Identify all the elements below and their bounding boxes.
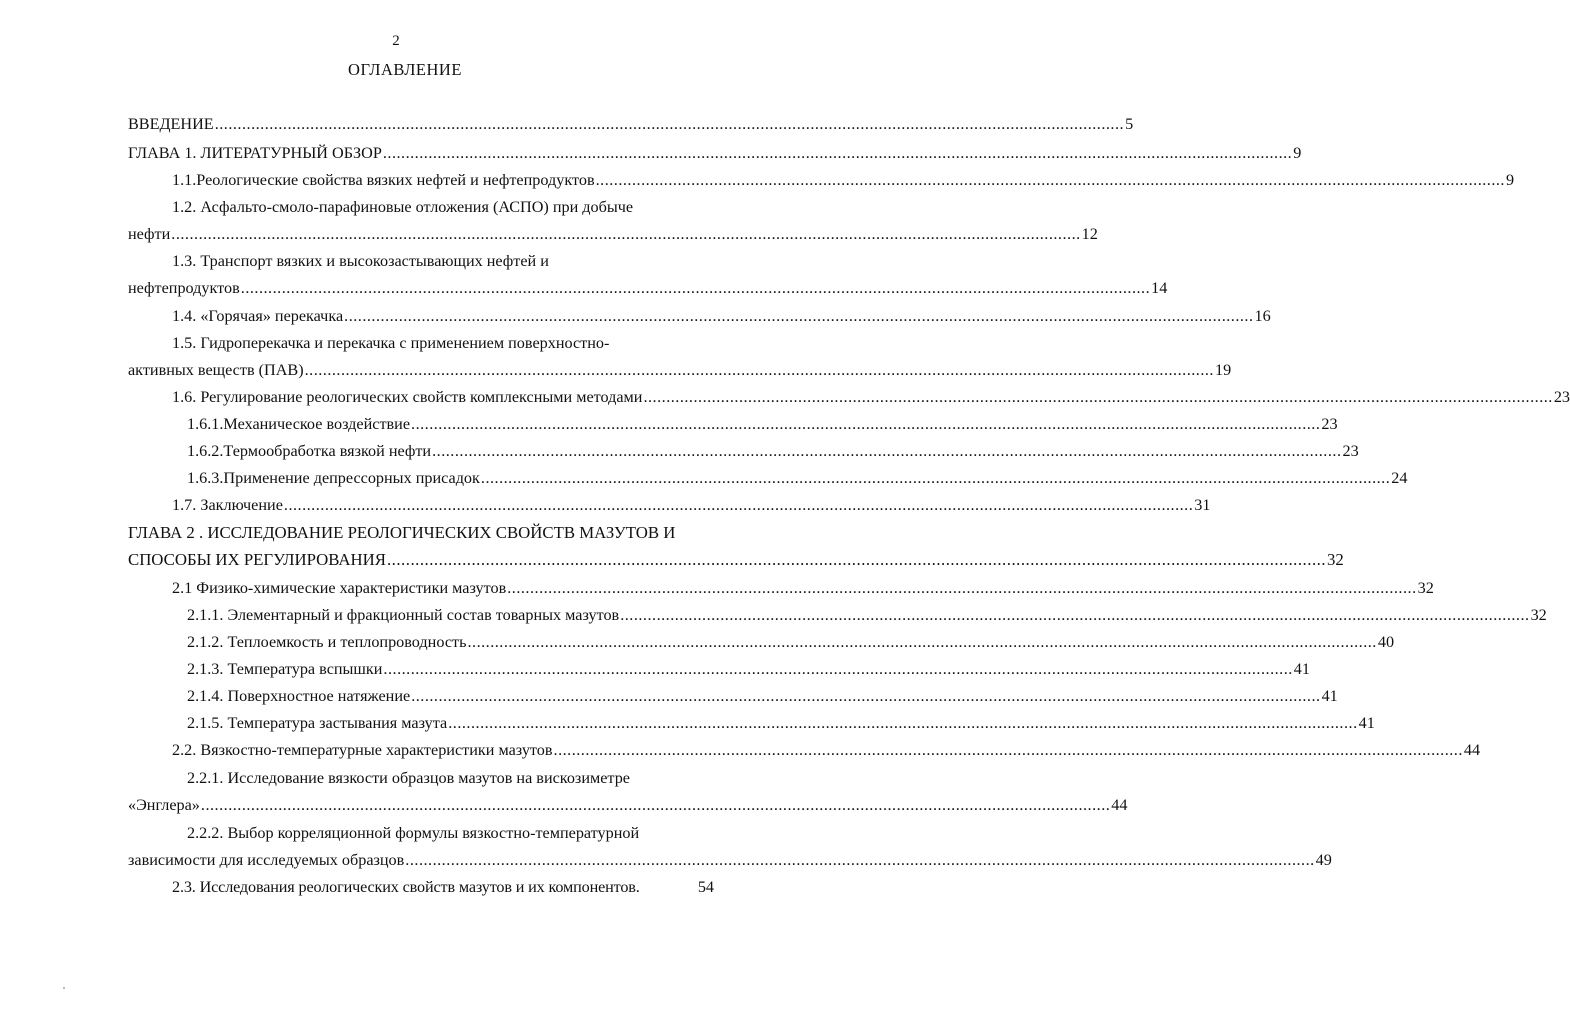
toc-entry-text: ГЛАВА 1. ЛИТЕРАТУРНЫЙ ОБЗОР	[128, 144, 382, 162]
toc-entry-text: 1.6. Регулирование реологических свойств комплексными методами	[172, 388, 643, 406]
toc-page-number: 31	[1194, 496, 1211, 514]
toc-entry-1-5[interactable]	[128, 360, 1232, 380]
toc-page-number: 23	[1321, 415, 1338, 433]
toc-leader-dots: ........................................................................................................................................................................................................	[344, 307, 1254, 325]
toc-entry-text: ВВЕДЕНИЕ	[128, 115, 214, 133]
page-number: 2	[392, 33, 400, 49]
toc-entry-text: 2.1.3. Температура вспышки	[187, 660, 383, 678]
toc-page-number: 54	[697, 878, 714, 896]
toc-entry-2-3[interactable]	[172, 877, 714, 897]
toc-leader-dots: ........................................................................................................................................................................................................	[383, 660, 1293, 678]
toc-page-number: 24	[1391, 469, 1408, 487]
toc-page-number: 23	[1342, 442, 1359, 460]
toc-leader-dots: ........................................................................................................................................................................................................	[240, 279, 1151, 297]
toc-entry-1-6[interactable]	[172, 387, 1570, 407]
toc-page-number: 40	[1377, 633, 1395, 651]
toc-page-number: 32	[1327, 550, 1344, 569]
toc-leader-dots: ........................................................................................................................................................................................................	[411, 415, 1321, 433]
toc-leader-dots: ........................................................................................................................................................................................................	[386, 550, 1327, 569]
toc-entry-text: 2.1.1. Элементарный и фракционный состав товарных мазутов	[187, 606, 620, 624]
toc-entry-text: 2.1.2. Теплоемкость и теплопроводность	[187, 633, 467, 651]
toc-entry-text: СПОСОБЫ ИХ РЕГУЛИРОВАНИЯ	[128, 550, 386, 569]
toc-page-number: 23	[1553, 388, 1570, 406]
toc-leader-dots: ........................................................................................................................................................................................................	[214, 115, 1125, 133]
toc-entry-2-2-2-line1: 2.2.2. Выбор корреляционной формулы вязкостно-температурной	[187, 824, 640, 842]
toc-entry-1-7[interactable]	[172, 495, 1211, 515]
toc-entry-1-2-line1: 1.2. Асфальто-смоло-парафиновые отложения (АСПО) при добыче	[172, 198, 634, 216]
toc-entry-2-1-3[interactable]	[187, 659, 1310, 679]
toc-entry-text: 1.6.3.Применение депрессорных присадок	[187, 469, 480, 487]
toc-entry-2-1-4[interactable]	[187, 686, 1338, 706]
toc-page-number: 5	[1125, 115, 1134, 133]
toc-entry-1-4[interactable]	[172, 306, 1271, 326]
toc-leader-dots: ........................................................................................................................................................................................................	[432, 442, 1342, 460]
toc-entry-1-6-2[interactable]	[187, 441, 1359, 461]
toc-page-number: 41	[1321, 687, 1338, 705]
toc-entry-text: «Энглера»	[128, 796, 200, 814]
toc-entry-1-3-line1: 1.3. Транспорт вязких и высокозастывающих нефтей и	[172, 252, 549, 270]
toc-entry-text: зависимости для исследуемых образцов	[128, 851, 405, 869]
toc-leader-dots: ........................................................................................................................................................................................................	[553, 741, 1463, 759]
toc-entry-2-1-1[interactable]	[187, 605, 1547, 625]
toc-entry-introduction[interactable]	[128, 114, 1134, 134]
toc-leader-dots: ........................................................................................................................................................................................................	[382, 144, 1293, 162]
scan-speck	[63, 987, 65, 989]
toc-page-number: 32	[1530, 606, 1547, 624]
toc-page-number: 9	[1505, 171, 1515, 189]
toc-entry-1-6-1[interactable]	[187, 414, 1338, 434]
toc-entry-2-1[interactable]	[172, 578, 1434, 598]
toc-entry-chapter-2[interactable]	[128, 550, 1344, 570]
toc-leader-dots: ........................................................................................................................................................................................................	[283, 496, 1194, 514]
toc-page-number: 41	[1358, 714, 1375, 732]
toc-entry-1-6-3[interactable]	[187, 468, 1408, 488]
toc-entry-2-2[interactable]	[172, 740, 1481, 760]
toc-entry-2-2-2[interactable]	[128, 850, 1332, 870]
toc-entry-text: 1.4. «Горячая» перекачка	[172, 307, 344, 325]
toc-entry-text: 2.1.4. Поверхностное натяжение	[187, 687, 411, 705]
toc-entry-text: 2.2. Вязкостно-температурные характеристики мазутов	[172, 741, 553, 759]
toc-page-number: 19	[1214, 361, 1232, 379]
toc-leader-dots: ........................................................................................................................................................................................................	[467, 633, 1377, 651]
toc-page-number: 32	[1417, 579, 1434, 597]
toc-leader-dots: ........................................................................................................................................................................................................	[200, 796, 1111, 814]
toc-leader-dots: ........................................................................................................................................................................................................	[480, 469, 1391, 487]
toc-page-number: 44	[1463, 741, 1481, 759]
toc-entry-2-1-5[interactable]	[187, 713, 1375, 733]
toc-page-number: 12	[1081, 225, 1098, 243]
toc-leader-dots: ........................................................................................................................................................................................................	[405, 851, 1315, 869]
toc-page-number: 14	[1151, 279, 1168, 297]
toc-entry-text: 1.6.1.Механическое воздействие	[187, 415, 411, 433]
toc-leader-dots: ........................................................................................................................................................................................................	[171, 225, 1081, 243]
toc-entry-1-5-line1: 1.5. Гидроперекачка и перекачка с применением поверхностно-	[172, 334, 610, 352]
toc-leader-dots: ........................................................................................................................................................................................................	[507, 579, 1417, 597]
toc-leader-dots: ........................................................................................................................................................................................................	[411, 687, 1321, 705]
toc-entry-text: активных веществ (ПАВ)	[128, 361, 304, 379]
toc-entry-text: 1.6.2.Термообработка вязкой нефти	[187, 442, 432, 460]
toc-entry-text: 1.1.Реологические свойства вязких нефтей и нефтепродуктов	[172, 171, 595, 189]
toc-leader-dots: ........................................................................................................................................................................................................	[643, 388, 1553, 406]
toc-entry-2-2-1[interactable]	[128, 795, 1128, 815]
toc-entry-2-2-1-line1: 2.2.1. Исследование вязкости образцов мазутов на вискозиметре	[187, 769, 630, 787]
toc-entry-chapter-1[interactable]	[128, 143, 1302, 163]
toc-page-number: 44	[1111, 796, 1128, 814]
toc-leader-dots: ........................................................................................................................................................................................................	[620, 606, 1530, 624]
toc-entry-chapter-2-line1: ГЛАВА 2 . ИССЛЕДОВАНИЕ РЕОЛОГИЧЕСКИХ СВОЙСТВ МАЗУТОВ И	[128, 523, 676, 542]
toc-entry-text: нефти	[128, 225, 171, 243]
toc-entry-text: 2.1 Физико-химические характеристики мазутов	[172, 579, 507, 597]
toc-leader-dots: ........................................................................................................................................................................................................	[448, 714, 1358, 732]
toc-entry-2-1-2[interactable]	[187, 632, 1395, 652]
toc-entry-1-1[interactable]	[172, 170, 1515, 190]
toc-entry-text: 1.7. Заключение	[172, 496, 283, 514]
toc-page-number: 16	[1254, 307, 1271, 325]
page-title: ОГЛАВЛЕНИЕ	[348, 60, 462, 79]
toc-leader-dots: ........................................................................................................................................................................................................	[595, 171, 1505, 189]
toc-page-number: 41	[1293, 660, 1310, 678]
toc-page-number: 9	[1293, 144, 1302, 162]
toc-entry-1-3[interactable]	[128, 278, 1168, 298]
toc-entry-text: нефтепродуктов	[128, 279, 240, 297]
toc-entry-text: 2.1.5. Температура застывания мазута	[187, 714, 448, 732]
toc-entry-text: 2.3. Исследования реологических свойств мазутов и их компонентов.	[172, 878, 640, 896]
toc-page-number: 49	[1315, 851, 1332, 869]
toc-entry-1-2[interactable]	[128, 224, 1098, 244]
toc-leader-dots: ........................................................................................................................................................................................................	[304, 361, 1214, 379]
